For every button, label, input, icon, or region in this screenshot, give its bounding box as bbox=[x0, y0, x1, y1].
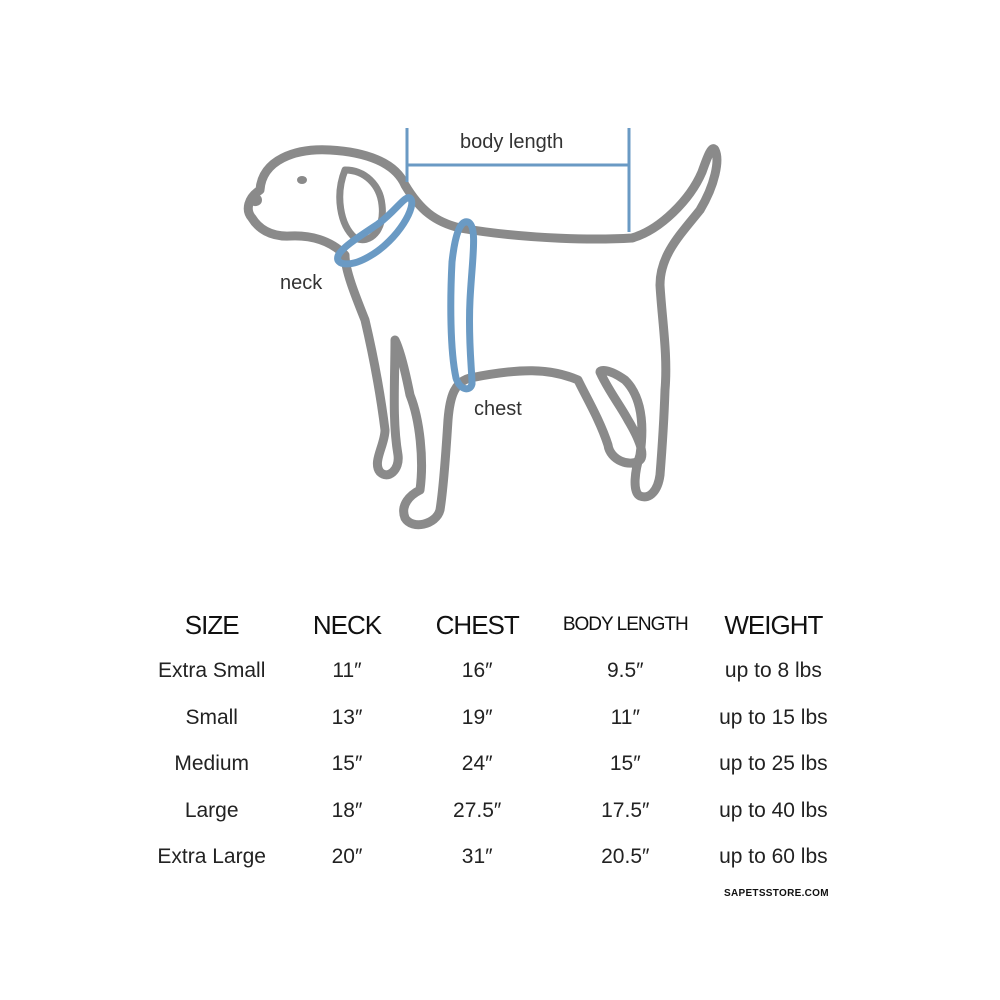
body-length-label: body length bbox=[460, 131, 564, 153]
cell-size: Extra Small bbox=[158, 659, 266, 683]
cell-body-length: 17.5″ bbox=[601, 798, 650, 822]
store-watermark: SAPETSSTORE.COM bbox=[724, 888, 829, 899]
table-row bbox=[130, 788, 850, 835]
table-row bbox=[130, 741, 850, 788]
cell-chest: 27.5″ bbox=[453, 798, 502, 822]
header-chest: CHEST bbox=[435, 609, 519, 640]
size-chart-table bbox=[130, 602, 850, 881]
header-weight: WEIGHT bbox=[724, 609, 823, 640]
header-size: SIZE bbox=[184, 609, 239, 640]
table-header-row bbox=[130, 602, 850, 648]
header-neck: NECK bbox=[312, 609, 382, 640]
cell-weight: up to 8 lbs bbox=[724, 659, 822, 683]
cell-size: Extra Large bbox=[157, 845, 266, 869]
cell-chest: 24″ bbox=[461, 752, 493, 776]
cell-weight: up to 40 lbs bbox=[719, 798, 828, 822]
cell-neck: 13″ bbox=[331, 705, 363, 729]
dog-nose bbox=[250, 194, 262, 206]
cell-body-length: 15″ bbox=[609, 752, 641, 776]
cell-body-length: 9.5″ bbox=[606, 659, 644, 683]
dog-eye bbox=[297, 176, 307, 184]
cell-size: Small bbox=[185, 705, 238, 729]
cell-body-length: 11″ bbox=[610, 705, 640, 729]
cell-size: Medium bbox=[174, 752, 250, 776]
cell-size: Large bbox=[184, 798, 239, 822]
cell-chest: 31″ bbox=[461, 845, 493, 869]
cell-chest: 19″ bbox=[461, 705, 493, 729]
cell-weight: up to 15 lbs bbox=[719, 705, 828, 729]
cell-weight: up to 25 lbs bbox=[719, 752, 828, 776]
dog-silhouette bbox=[248, 149, 717, 525]
cell-neck: 20″ bbox=[331, 845, 363, 869]
cell-chest: 16″ bbox=[461, 659, 493, 683]
cell-neck: 15″ bbox=[331, 752, 363, 776]
cell-weight: up to 60 lbs bbox=[719, 845, 828, 869]
cell-neck: 18″ bbox=[331, 798, 363, 822]
cell-body-length: 20.5″ bbox=[601, 845, 650, 869]
table-row bbox=[130, 834, 850, 881]
cell-neck: 11″ bbox=[332, 659, 362, 683]
table-row bbox=[130, 695, 850, 742]
chest-label: chest bbox=[474, 398, 522, 420]
chest-measure-band bbox=[451, 222, 474, 389]
header-body-length: BODY LENGTH bbox=[562, 614, 688, 635]
neck-label: neck bbox=[280, 272, 323, 294]
table-row bbox=[130, 648, 850, 695]
